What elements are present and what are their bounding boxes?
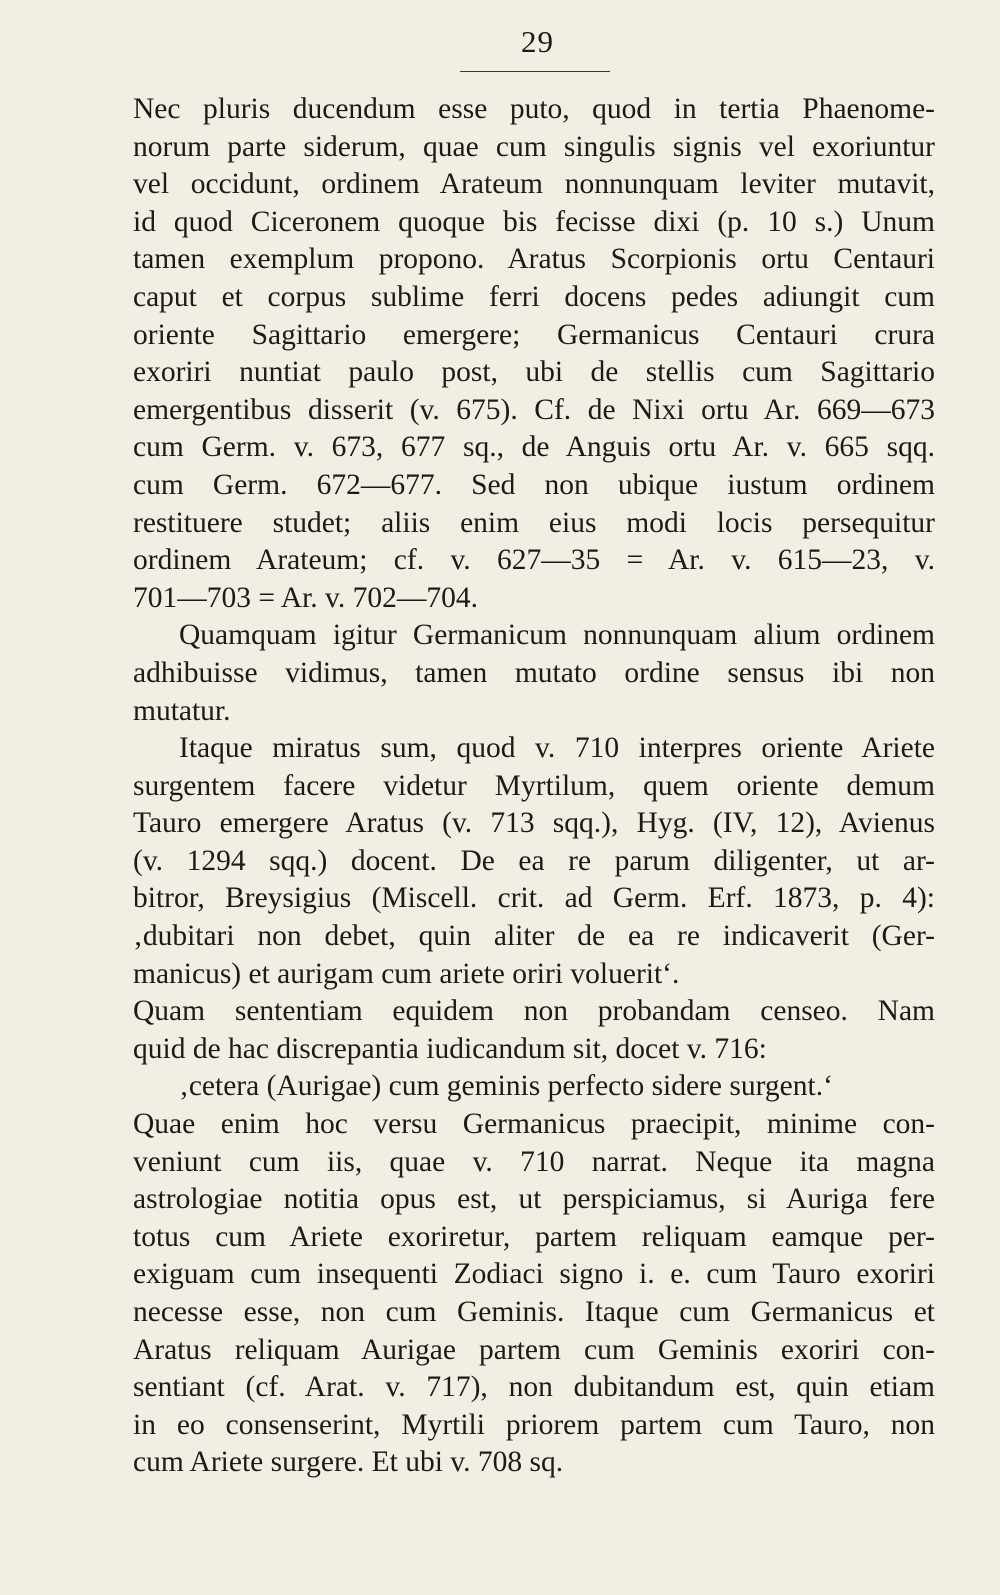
text-line: norum parte siderum, quae cum singulis signis vel exoriuntur [133,130,935,163]
text-line: ordinem Arateum; cf. v. 627—35 = Ar. v. 615—23, v. [133,544,935,577]
text-line: necesse esse, non cum Geminis. Itaque cum Germanicus et [133,1296,935,1328]
text-line: (v. 1294 sqq.) docent. De ea re parum diligenter, ut ar- [133,844,935,877]
text-line: mutatur. [133,694,231,727]
header-rule [460,71,610,72]
text-line: astrologiae notitia opus est, ut perspiciamus, si Auriga fere [133,1183,935,1216]
text-line: Nec pluris ducendum esse puto, quod in tertia Phaenome- [133,93,935,125]
text-line: Aratus reliquam Aurigae partem cum Geminis exoriri con- [133,1333,935,1366]
text-line: quid de hac discrepantia iudicandum sit, docet v. 716: [133,1032,767,1065]
text-line: bitror, Breysigius (Miscell. crit. ad Germ. Erf. 1873, p. 4): [133,882,935,915]
text-line: veniunt cum iis, quae v. 710 narrat. Neque ita magna [133,1145,935,1178]
text-line: vel occidunt, ordinem Arateum nonnunquam leviter mutavit, [133,168,935,201]
text-line: tamen exemplum propono. Aratus Scorpionis ortu Centauri [133,243,935,276]
text-line: Quamquam igitur Germanicum nonnunquam alium ordinem [179,619,935,652]
text-line: totus cum Ariete exoriretur, partem reliquam eamque per- [133,1220,935,1253]
text-line: oriente Sagittario emergere; Germanicus Centauri crura [133,318,935,351]
text-line: cum Germ. v. 673, 677 sq., de Anguis ortu Ar. v. 665 sqq. [133,431,935,464]
text-line: ‚cetera (Aurigae) cum geminis perfecto sidere surgent.‘ [179,1070,833,1103]
text-line: exiguam cum insequenti Zodiaci signo i. e. cum Tauro exoriri [133,1258,935,1291]
text-line: Itaque miratus sum, quod v. 710 interpres oriente Ariete [179,732,935,765]
text-line: emergentibus disserit (v. 675). Cf. de Nixi ortu Ar. 669—673 [133,393,935,426]
text-line: Quam sententiam equidem non probandam censeo. Nam [133,995,935,1028]
text-line: cum Ariete surgere. Et ubi v. 708 sq. [133,1446,564,1479]
text-line: cum Germ. 672—677. Sed non ubique iustum ordinem [133,468,935,501]
text-line: caput et corpus sublime ferri docens pedes adiungit cum [133,280,935,313]
text-line: sentiant (cf. Arat. v. 717), non dubitandum est, quin etiam [133,1371,935,1404]
text-line: surgentem facere videtur Myrtilum, quem oriente demum [133,769,935,802]
body-text [133,91,935,1482]
text-line: Tauro emergere Aratus (v. 713 sqq.), Hyg. (IV, 12), Avienus [133,807,935,840]
text-line: in eo consenserint, Myrtili priorem partem cum Tauro, non [133,1408,935,1441]
text-line: adhibuisse vidimus, tamen mutato ordine sensus ibi non [133,656,935,689]
text-line: exoriri nuntiat paulo post, ubi de stellis cum Sagittario [133,356,935,389]
text-line: ‚dubitari non debet, quin aliter de ea re indicaverit (Ger- [133,920,935,953]
text-line: id quod Ciceronem quoque bis fecisse dixi (p. 10 s.) Unum [133,205,935,238]
text-line: manicus) et aurigam cum ariete oriri voluerit‘. [133,957,680,990]
text-line: Quae enim hoc versu Germanicus praecipit, minime con- [133,1108,935,1141]
text-line: 701—703 = Ar. v. 702—704. [133,581,478,614]
text-line: restituere studet; aliis enim eius modi locis persequitur [133,506,935,539]
page-number: 29 [521,24,554,59]
